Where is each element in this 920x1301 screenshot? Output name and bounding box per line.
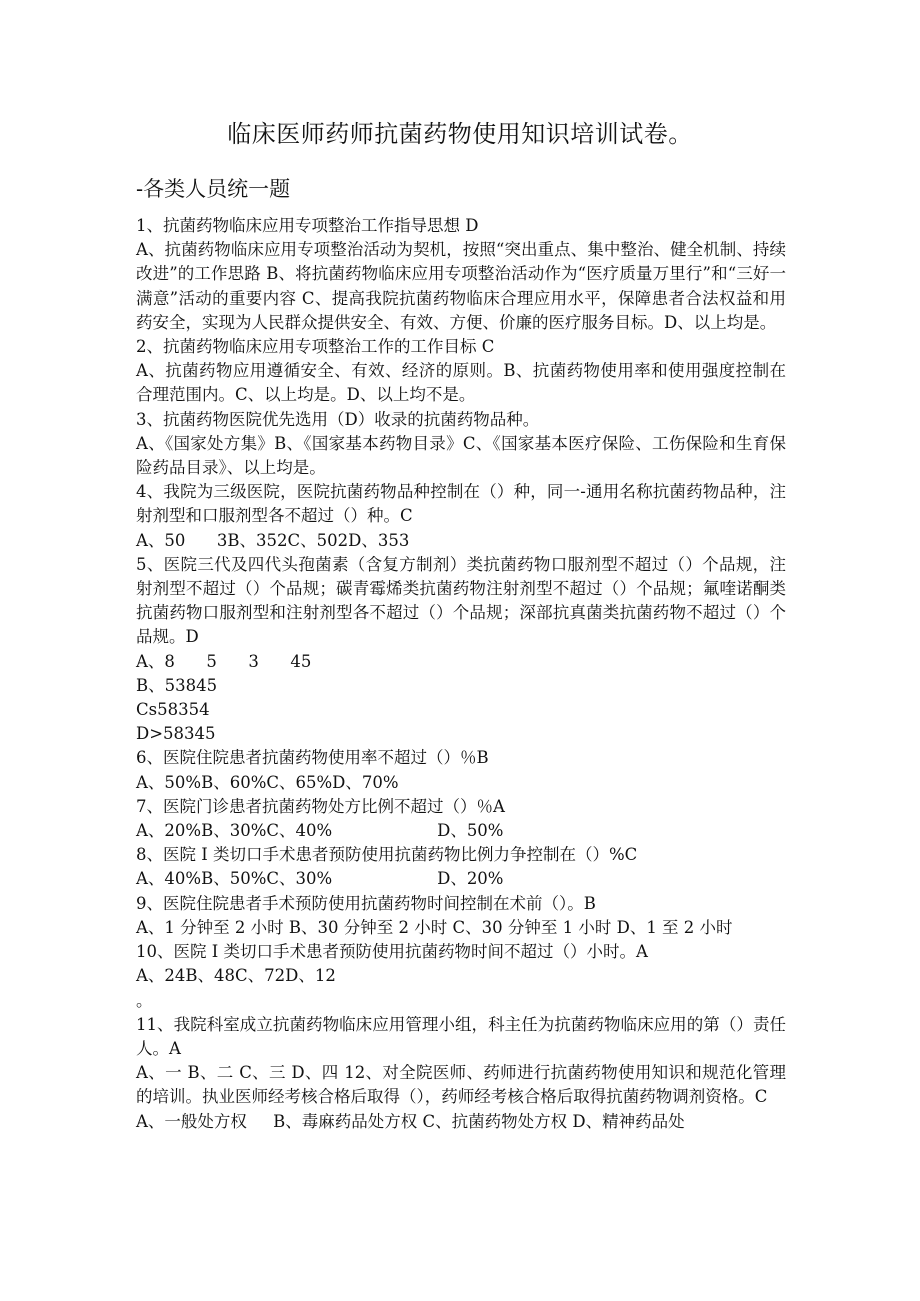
section-heading: -各类人员统一题 — [136, 177, 291, 201]
text-line: A、抗菌药物临床应用专项整治活动为契机，按照“突出重点、集中整治、健全机制、持续改进”的工作思路 B、将抗菌药物临床应用专项整治活动作为“医疗质量万里行”和“三好一满意”活动的重要内容 C、提高我院抗菌药物临床合理应用水平，保障患者合法权益和用药安全，实现为人民群众提供安全、有效、方便、价廉的医疗服务目标。D、以上均是。 — [136, 240, 786, 332]
text-line: 10、医院 I 类切口手术患者预防使用抗菌药物时间不超过（）小时。A — [136, 942, 648, 962]
text-line: 。 — [136, 990, 153, 1010]
text-line: 7、医院门诊患者抗菌药物处方比例不超过（）％A — [136, 796, 505, 816]
text-line: Cs58354 — [136, 700, 210, 720]
text-line: A、《国家处方集》B、《国家基本药物目录》C、《国家基本医疗保险、工伤保险和生育保险药品目录》、以上均是。 — [136, 433, 786, 478]
text-line: 11、我院科室成立抗菌药物临床应用管理小组，科主任为抗菌药物临床应用的第（）责任人。A — [136, 1014, 786, 1058]
text-line: B、53845 — [136, 675, 218, 695]
text-line: A、抗菌药物应用遵循安全、有效、经济的原则。B、抗菌药物使用率和使用强度控制在合理范围内。C、以上均是。D、以上均不是。 — [136, 361, 786, 405]
text-line: 8、医院 I 类切口手术患者预防使用抗菌药物比例力争控制在（）%C — [136, 845, 638, 865]
text-line: A、50 3B、352C、502D、353 — [136, 530, 410, 550]
text-line: 9、医院住院患者手术预防使用抗菌药物时间控制在术前（）。B — [136, 893, 596, 913]
text-line: 3、抗菌药物医院优先选用（D）收录的抗菌药物品种。 — [136, 409, 540, 429]
text-line: A、一般处方权 B、毒麻药品处方权 C、抗菌药物处方权 D、精神药品处 — [136, 1111, 685, 1131]
text-line: A、一 B、二 C、三 D、四 12、对全院医师、药师进行抗菌药物使用知识和规范化管理的培训。执业医师经考核合格后取得（），药师经考核合格后取得抗菌药物调剂资格。C — [136, 1063, 786, 1107]
page-title: 临床医师药师抗菌药物使用知识培训试卷。 — [227, 120, 693, 148]
text-line: D>58345 — [136, 724, 216, 744]
text-line: A、50%B、60%C、65%D、70% — [136, 772, 399, 792]
text-line: A、1 分钟至 2 小时 B、30 分钟至 2 小时 C、30 分钟至 1 小时 D、1 至 2 小时 — [136, 917, 733, 937]
text-line: 5、医院三代及四代头孢菌素（含复方制剂）类抗菌药物口服剂型不超过（）个品规，注射剂型不超过（）个品规；碳青霉烯类抗菌药物注射剂型不超过（）个品规；氟喹诺酮类抗菌药物口服剂型和注射剂型各不超过（）个品规；深部抗真菌类抗菌药物不超过（）个品规。D — [136, 554, 786, 647]
text-line: A、24B、48C、72D、12 — [136, 966, 336, 986]
text-line: A、8 5 3 45 — [136, 651, 312, 671]
text-line: 2、抗菌药物临床应用专项整治工作的工作目标 C — [136, 337, 495, 357]
document-body — [136, 214, 786, 1134]
text-line: 4、我院为三级医院，医院抗菌药物品种控制在（）种，同一-通用名称抗菌药物品种，注射剂型和口服剂型各不超过（）种。C — [136, 482, 786, 526]
text-line: A、20%B、30%C、40% D、50% — [136, 821, 504, 841]
text-line: 6、医院住院患者抗菌药物使用率不超过（）％B — [136, 748, 489, 768]
text-line: 1、抗菌药物临床应用专项整治工作指导思想 D — [136, 216, 479, 235]
text-line: A、40%B、50%C、30% D、20% — [136, 869, 504, 889]
